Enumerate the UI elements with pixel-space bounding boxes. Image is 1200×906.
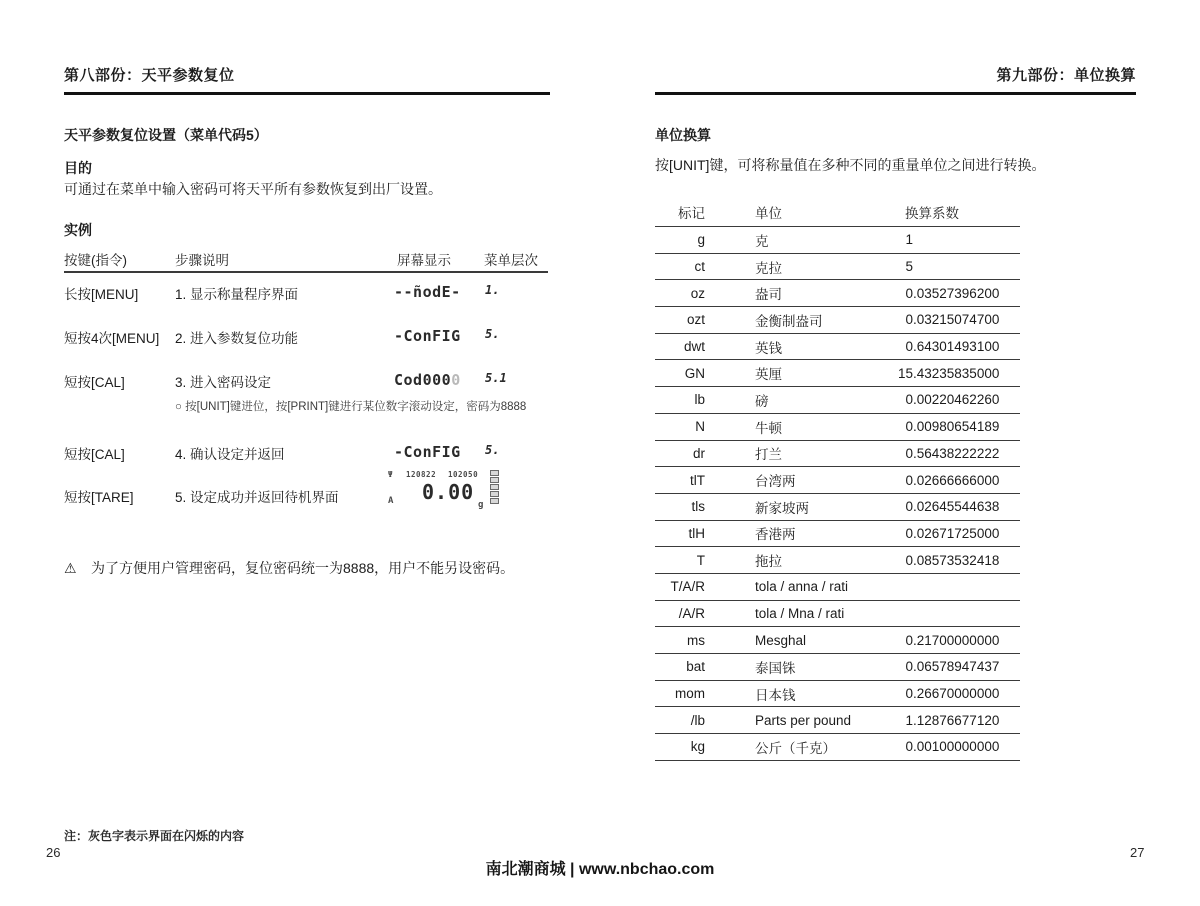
step-key: 短按[TARE] (64, 490, 134, 505)
steps-col-key: 按键(指令) (64, 253, 127, 268)
unit-factor (897, 659, 1020, 674)
unit-name: 拖拉 (755, 554, 782, 570)
purpose-label: 目的 (64, 160, 92, 176)
unit-name: 金衡制盎司 (755, 313, 823, 329)
lcd-status-icon (490, 477, 499, 483)
unit-row (655, 254, 1020, 281)
unit-row (655, 574, 1020, 601)
unit-mark: T (696, 552, 705, 568)
unit-mark: tls (691, 499, 705, 515)
unit-mark: /A/R (678, 605, 705, 621)
lcd-text: -ConFIG (394, 443, 461, 461)
unit-name: 克 (755, 233, 769, 249)
factor-integer: 0 (905, 659, 913, 675)
factor-integer: 0 (905, 339, 913, 355)
unit-name: 磅 (755, 393, 769, 409)
unit-factor (897, 232, 1020, 247)
unit-factor (897, 579, 1020, 594)
warning-icon: ⚠ (64, 560, 77, 576)
unit-factor (897, 259, 1020, 274)
left-section-header: 第八部份：天平参数复位 (64, 67, 235, 84)
lcd-weight: 0.00 (422, 480, 475, 504)
step-lcd-display (394, 371, 484, 389)
factor-integer: 5 (905, 259, 913, 275)
unit-mark: mom (675, 686, 705, 702)
step-menu-level: 5.1 (485, 371, 507, 385)
units-col-mark: 标记 (678, 206, 705, 221)
example-label: 实例 (64, 222, 92, 238)
unit-mark: ozt (686, 312, 705, 328)
unit-mark: tlH (688, 525, 705, 541)
step-menu-level: 1. (485, 283, 500, 297)
lcd-text: -ConFIG (394, 327, 461, 345)
unit-mark: GN (684, 365, 705, 381)
unit-row (655, 521, 1020, 548)
step-sub-note: ○ 按[UNIT]键进位，按[PRINT]键进行某位数字滚动设定，密码为8888 (175, 401, 527, 413)
unit-row (655, 307, 1020, 334)
factor-integer: 1 (905, 712, 913, 728)
unit-name: tola / Mna / rati (755, 605, 845, 621)
lcd-date: 120822 (406, 470, 437, 479)
step-key: 短按[CAL] (64, 447, 125, 462)
unit-mark: /lb (690, 712, 705, 728)
steps-table-body (64, 283, 564, 553)
factor-integer: 0 (905, 445, 913, 461)
unit-name: 香港两 (755, 527, 796, 543)
factor-integer: 0 (905, 499, 913, 515)
unit-row (655, 654, 1020, 681)
page-number-left: 26 (46, 845, 61, 860)
lcd-icon-stack (490, 470, 499, 505)
factor-fraction: .12876677120 (913, 712, 1000, 728)
unit-mark: kg (690, 739, 705, 755)
unit-factor (897, 312, 1020, 327)
factor-fraction: .02645544638 (913, 499, 1000, 515)
unit-name: 打兰 (755, 447, 782, 463)
unit-name: 台湾两 (755, 474, 796, 490)
unit-name: 英厘 (755, 367, 782, 383)
lcd-status-icon (490, 484, 499, 490)
unit-name: tola / anna / rati (755, 579, 849, 595)
lcd-text: Cod000 (394, 371, 452, 389)
unit-mark: ct (694, 259, 705, 275)
unit-row (655, 734, 1020, 761)
factor-integer: 0 (905, 285, 913, 301)
unit-mark: ms (687, 632, 705, 648)
unit-factor (897, 446, 1020, 461)
unit-name: 泰国铢 (755, 660, 796, 676)
factor-fraction: .02671725000 (913, 525, 1000, 541)
unit-name: 克拉 (755, 260, 782, 276)
unit-mark: bat (686, 659, 705, 675)
unit-row (655, 360, 1020, 387)
unit-row (655, 601, 1020, 628)
right-header-underline (655, 92, 1136, 95)
step-lcd-display (394, 443, 484, 461)
unit-row (655, 707, 1020, 734)
unit-mark: T/A/R (670, 579, 705, 595)
unit-row (655, 547, 1020, 574)
factor-fraction: .00980654189 (913, 419, 1000, 435)
bottom-note: 注：灰色字表示界面在闪烁的内容 (64, 829, 245, 843)
lcd-standby-screen (386, 468, 510, 522)
unit-factor (897, 553, 1020, 568)
steps-table-header (64, 249, 564, 269)
unit-row (655, 627, 1020, 654)
unit-row (655, 414, 1020, 441)
unit-factor (897, 419, 1020, 434)
unit-factor (897, 713, 1020, 728)
factor-fraction: .21700000000 (913, 632, 1000, 648)
factor-integer: 1 (905, 232, 913, 248)
unit-name: 盎司 (755, 287, 782, 303)
unit-name: 牛顿 (755, 420, 782, 436)
unit-factor (897, 526, 1020, 541)
units-col-factor: 换算系数 (905, 206, 959, 221)
unit-row (655, 494, 1020, 521)
factor-integer: 0 (905, 312, 913, 328)
units-table (655, 198, 1020, 761)
unit-factor (897, 286, 1020, 301)
unit-row (655, 467, 1020, 494)
factor-fraction: .64301493100 (913, 339, 1000, 355)
warning-text: 为了方便用户管理密码，复位密码统一为8888，用户不能另设密码。 (91, 560, 515, 576)
unit-factor (897, 633, 1020, 648)
purpose-text: 可通过在菜单中输入密码可将天平所有参数恢复到出厂设置。 (64, 181, 442, 197)
step-key: 短按4次[MENU] (64, 331, 160, 346)
unit-factor (897, 366, 1020, 381)
factor-fraction: .00220462260 (913, 392, 1000, 408)
unit-row (655, 441, 1020, 468)
unit-factor (897, 739, 1020, 754)
factor-integer: 0 (905, 419, 913, 435)
factor-fraction: .02666666000 (913, 472, 1000, 488)
site-footer: 南北潮商城 | www.nbchao.com (485, 861, 715, 878)
step-description: 2. 进入参数复位功能 (175, 331, 299, 346)
steps-col-display: 屏幕显示 (397, 253, 451, 268)
unit-name: 英钱 (755, 340, 782, 356)
unit-factor (897, 473, 1020, 488)
signal-icon: Ψ (388, 470, 394, 479)
step-key: 长按[MENU] (64, 287, 139, 302)
unit-row (655, 227, 1020, 254)
warning-line (64, 558, 584, 578)
steps-col-step: 步骤说明 (175, 253, 229, 268)
factor-fraction: .06578947437 (913, 659, 1000, 675)
factor-fraction: .26670000000 (913, 686, 1000, 702)
step-description: 3. 进入密码设定 (175, 375, 272, 390)
lcd-status-icon (490, 498, 499, 504)
right-subsection-title: 单位换算 (655, 127, 711, 143)
unit-factor (897, 606, 1020, 621)
unit-row (655, 334, 1020, 361)
unit-factor (897, 339, 1020, 354)
page-number-right: 27 (1130, 845, 1145, 860)
factor-integer: 15 (897, 365, 913, 381)
step-description: 1. 显示称量程序界面 (175, 287, 299, 302)
unit-factor (897, 686, 1020, 701)
unit-mark: N (695, 419, 705, 435)
lcd-flash-text: 0 (451, 371, 461, 389)
lcd-mode: A (388, 496, 394, 506)
steps-col-level: 菜单层次 (484, 253, 538, 268)
factor-fraction: .43235835000 (913, 365, 1000, 381)
units-intro: 按[UNIT]键，可将称量值在多种不同的重量单位之间进行转换。 (655, 157, 1046, 173)
units-header-row (655, 198, 1020, 227)
right-section-header: 第九部份：单位换算 (996, 67, 1136, 84)
step-description: 5. 设定成功并返回待机界面 (175, 490, 339, 505)
unit-mark: lb (694, 392, 705, 408)
unit-name: 公斤（千克） (755, 740, 836, 756)
unit-name: Mesghal (755, 632, 807, 648)
factor-fraction: .08573532418 (913, 552, 1000, 568)
units-col-unit: 单位 (755, 206, 782, 221)
unit-mark: dwt (683, 339, 705, 355)
factor-integer: 0 (905, 525, 913, 541)
factor-integer: 0 (905, 686, 913, 702)
unit-row (655, 280, 1020, 307)
step-menu-level: 5. (485, 443, 500, 457)
lcd-status-icon (490, 491, 499, 497)
factor-integer: 0 (905, 472, 913, 488)
unit-row (655, 387, 1020, 414)
unit-name: Parts per pound (755, 712, 852, 728)
step-lcd-display (394, 327, 484, 345)
unit-mark: tlT (690, 472, 705, 488)
factor-fraction: .03527396200 (913, 285, 1000, 301)
unit-mark: g (697, 232, 705, 248)
factor-fraction: .03215074700 (913, 312, 1000, 328)
factor-fraction: .56438222222 (913, 445, 1000, 461)
unit-name: 新家坡两 (755, 500, 809, 516)
left-header-underline (64, 92, 550, 95)
unit-mark: oz (690, 285, 705, 301)
lcd-text: --ñodE- (394, 283, 461, 301)
unit-factor (897, 392, 1020, 407)
step-lcd-display (394, 283, 484, 301)
unit-name: 日本钱 (755, 687, 796, 703)
factor-integer: 0 (905, 552, 913, 568)
factor-integer: 0 (905, 632, 913, 648)
factor-integer: 0 (905, 392, 913, 408)
lcd-status-icon (490, 470, 499, 476)
unit-mark: dr (692, 445, 705, 461)
step-key: 短按[CAL] (64, 375, 125, 390)
step-menu-level: 5. (485, 327, 500, 341)
unit-row (655, 681, 1020, 708)
step-description: 4. 确认设定并返回 (175, 447, 285, 462)
factor-fraction: .00100000000 (913, 739, 1000, 755)
factor-integer: 0 (905, 739, 913, 755)
steps-header-underline (64, 271, 548, 273)
left-subsection-title: 天平参数复位设置（菜单代码5） (64, 127, 268, 143)
unit-factor (897, 499, 1020, 514)
lcd-unit: g (478, 500, 484, 510)
lcd-time: 102050 (448, 470, 479, 479)
